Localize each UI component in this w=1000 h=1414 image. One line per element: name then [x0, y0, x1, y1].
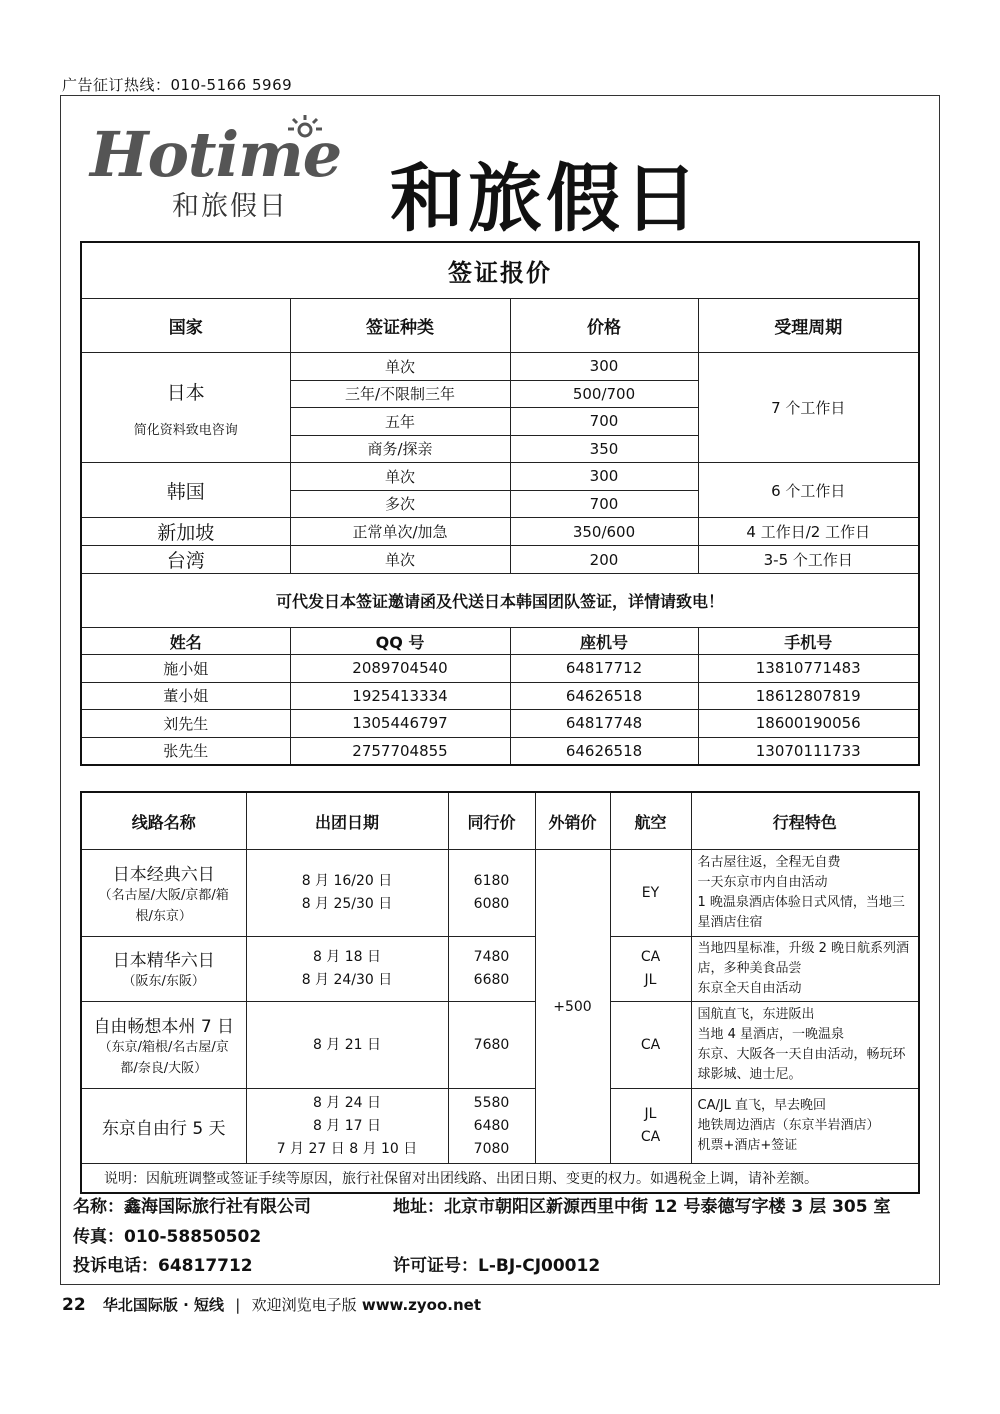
page-footer	[62, 1294, 481, 1315]
section-name: 华北国际版 · 短线	[102, 1296, 225, 1314]
contact-qq: 1925413334	[290, 682, 510, 710]
visa-type: 多次	[290, 490, 510, 518]
route-prices	[448, 937, 535, 1002]
route-dates	[246, 850, 448, 937]
route-name-cell	[81, 1089, 246, 1164]
ad-hotline: 广告征订热线：010-5166 5969	[62, 76, 293, 94]
footer-url[interactable]: www.zyoo.net	[361, 1296, 481, 1314]
visa-table-title: 签证报价	[81, 242, 919, 299]
feature-line: 地铁周边酒店（东京半岩酒店）	[697, 1118, 880, 1133]
contact-phone: 64626518	[510, 682, 698, 710]
contact-name: 施小姐	[81, 655, 290, 683]
route-price: 6480	[473, 1117, 510, 1134]
route-sub: （东京/箱根/名古屋/京	[98, 1039, 229, 1055]
route-airline	[610, 1002, 691, 1089]
country-korea: 韩国	[81, 463, 290, 518]
route-features	[691, 850, 919, 937]
route-prices	[448, 1089, 535, 1164]
visa-price: 500/700	[510, 380, 698, 408]
feature-line: 当地四星标准，升级 2 晚日航系列酒	[697, 941, 910, 956]
visa-price-table	[80, 241, 920, 766]
contact-name: 刘先生	[81, 710, 290, 738]
feature-line: 1 晚温泉酒店体验日式风情，当地三	[697, 895, 905, 910]
visa-type: 商务/探亲	[290, 435, 510, 463]
contact-row	[81, 710, 919, 738]
company-complaint-phone: 投诉电话：64817712	[73, 1256, 253, 1276]
country-japan-note: 简化资料致电咨询	[133, 422, 238, 438]
feature-line: 当地 4 星酒店，一晚温泉	[697, 1027, 845, 1042]
visa-period-japan: 7 个工作日	[698, 353, 919, 463]
visa-type: 单次	[290, 353, 510, 381]
route-airline	[610, 937, 691, 1002]
airline-code: CA	[640, 949, 661, 965]
logo-word: Hotime	[90, 118, 342, 191]
country-singapore: 新加坡	[81, 518, 290, 546]
country-japan	[81, 353, 290, 463]
route-date: 8 月 24 日	[312, 1094, 382, 1111]
route-sub: 根/东京）	[135, 908, 192, 924]
route-price: 6080	[473, 896, 510, 912]
header-period: 受理周期	[698, 299, 919, 353]
route-sub: 都/奈良/大阪）	[120, 1060, 208, 1076]
route-row	[81, 1089, 919, 1164]
visa-price: 300	[510, 463, 698, 491]
feature-line: 一天东京市内自由活动	[697, 875, 828, 890]
airline-code: EY	[641, 884, 660, 901]
route-price: 7480	[473, 949, 510, 965]
contact-phone: 64817748	[510, 710, 698, 738]
feature-line: CA/JL 直飞，早去晚回	[697, 1098, 827, 1113]
company-license: 许可证号：L-BJ-CJ00012	[393, 1256, 601, 1276]
route-features	[691, 1002, 919, 1089]
route-header-dates: 出团日期	[246, 792, 448, 850]
route-price: 7080	[473, 1140, 510, 1157]
contact-header-phone: 座机号	[510, 628, 698, 655]
route-header-features: 行程特色	[691, 792, 919, 850]
contact-row	[81, 655, 919, 683]
contact-phone: 64626518	[510, 737, 698, 765]
route-markup: +500	[535, 850, 610, 1164]
company-name: 名称：鑫海国际旅行社有限公司	[73, 1197, 311, 1217]
feature-line: 东京全天自由活动	[697, 981, 802, 996]
route-name: 日本精华六日	[112, 951, 215, 971]
visa-type: 单次	[290, 463, 510, 491]
contact-mobile: 13070111733	[698, 737, 919, 765]
visa-type: 单次	[290, 546, 510, 574]
route-header-trade-price: 同行价	[448, 792, 535, 850]
route-name: 日本经典六日	[112, 864, 215, 885]
route-name-cell	[81, 937, 246, 1002]
country-japan-name: 日本	[166, 381, 205, 404]
airline-code: JL	[644, 1106, 657, 1122]
contact-mobile: 18600190056	[698, 710, 919, 738]
contact-name: 董小姐	[81, 682, 290, 710]
route-sub: （阪东/东阪）	[122, 974, 205, 989]
visa-price: 300	[510, 353, 698, 381]
contact-mobile: 13810771483	[698, 655, 919, 683]
route-name-cell	[81, 1002, 246, 1089]
visa-price: 350	[510, 435, 698, 463]
contact-header-name: 姓名	[81, 628, 290, 655]
route-date: 8 月 17 日	[312, 1117, 382, 1134]
route-date: 8 月 24/30 日	[301, 972, 393, 988]
visa-period: 4 工作日/2 工作日	[698, 518, 919, 546]
route-header-name: 线路名称	[81, 792, 246, 850]
route-features	[691, 937, 919, 1002]
route-features	[691, 1089, 919, 1164]
route-note: 说明：因航班调整或签证手续等原因，旅行社保留对出团线路、出团日期、变更的权力。如遇税金上调，请补差额。	[81, 1164, 919, 1194]
visa-price: 350/600	[510, 518, 698, 546]
visa-type: 三年/不限制三年	[290, 380, 510, 408]
airline-code: CA	[640, 1129, 661, 1145]
contact-row	[81, 737, 919, 765]
route-header-retail-price: 外销价	[535, 792, 610, 850]
route-prices	[448, 1002, 535, 1089]
route-dates	[246, 937, 448, 1002]
route-table	[80, 791, 920, 1194]
route-header-airline: 航空	[610, 792, 691, 850]
feature-line: 球影城、迪士尼。	[697, 1067, 802, 1082]
contact-mobile: 18612807819	[698, 682, 919, 710]
logo-subtitle: 和旅假日	[172, 191, 288, 222]
airline-code: CA	[640, 1036, 661, 1053]
visa-period-korea: 6 个工作日	[698, 463, 919, 518]
airline-code: JL	[644, 972, 657, 988]
route-date: 7 月 27 日 8 月 10 日	[276, 1140, 418, 1157]
route-name-cell	[81, 850, 246, 937]
route-sub: （名古屋/大阪/京都/箱	[98, 887, 229, 903]
header-visa-type: 签证种类	[290, 299, 510, 353]
visa-notice: 可代发日本签证邀请函及代送日本韩国团队签证，详情请致电！	[81, 574, 919, 628]
route-airline	[610, 850, 691, 937]
contact-row	[81, 682, 919, 710]
route-name: 自由畅想本州 7 日	[93, 1016, 235, 1037]
route-name: 东京自由行 5 天	[101, 1118, 226, 1139]
country-taiwan: 台湾	[81, 546, 290, 574]
page-number: 22	[62, 1295, 86, 1315]
brand-title: 和旅假日	[390, 156, 702, 242]
visa-price: 700	[510, 408, 698, 436]
company-fax: 传真：010-58850502	[73, 1227, 262, 1247]
footer-welcome: 欢迎浏览电子版	[251, 1296, 357, 1314]
company-address: 地址：北京市朝阳区新源西里中街 12 号泰德写字楼 3 层 305 室	[393, 1197, 891, 1217]
hotime-logo	[90, 118, 342, 222]
visa-period: 3-5 个工作日	[698, 546, 919, 574]
route-date: 8 月 16/20 日	[301, 873, 393, 889]
feature-line: 星酒店住宿	[697, 915, 763, 930]
feature-line: 店，多种美食品尝	[697, 961, 802, 976]
route-price: 7680	[473, 1036, 510, 1053]
visa-price: 200	[510, 546, 698, 574]
route-row	[81, 937, 919, 1002]
feature-line: 国航直飞，东进阪出	[697, 1007, 815, 1022]
route-date: 8 月 25/30 日	[301, 896, 393, 912]
contact-qq: 1305446797	[290, 710, 510, 738]
route-price: 6180	[473, 873, 510, 889]
visa-type: 正常单次/加急	[290, 518, 510, 546]
contact-header-mobile: 手机号	[698, 628, 919, 655]
contact-qq: 2089704540	[290, 655, 510, 683]
contact-name: 张先生	[81, 737, 290, 765]
route-price: 6680	[473, 972, 510, 988]
route-airline	[610, 1089, 691, 1164]
route-price: 5580	[473, 1094, 510, 1111]
visa-price: 700	[510, 490, 698, 518]
route-dates	[246, 1002, 448, 1089]
route-date: 8 月 21 日	[312, 1036, 382, 1053]
route-dates	[246, 1089, 448, 1164]
header-price: 价格	[510, 299, 698, 353]
feature-line: 东京、大阪各一天自由活动，畅玩环	[697, 1047, 906, 1062]
feature-line: 名古屋往返，全程无自费	[697, 855, 841, 870]
route-row	[81, 850, 919, 937]
feature-line: 机票+酒店+签证	[697, 1138, 798, 1153]
footer-divider: |	[235, 1296, 241, 1314]
route-date: 8 月 18 日	[312, 949, 382, 965]
header-country: 国家	[81, 299, 290, 353]
route-row	[81, 1002, 919, 1089]
contact-qq: 2757704855	[290, 737, 510, 765]
route-prices	[448, 850, 535, 937]
visa-type: 五年	[290, 408, 510, 436]
contact-header-qq: QQ 号	[290, 628, 510, 655]
contact-phone: 64817712	[510, 655, 698, 683]
